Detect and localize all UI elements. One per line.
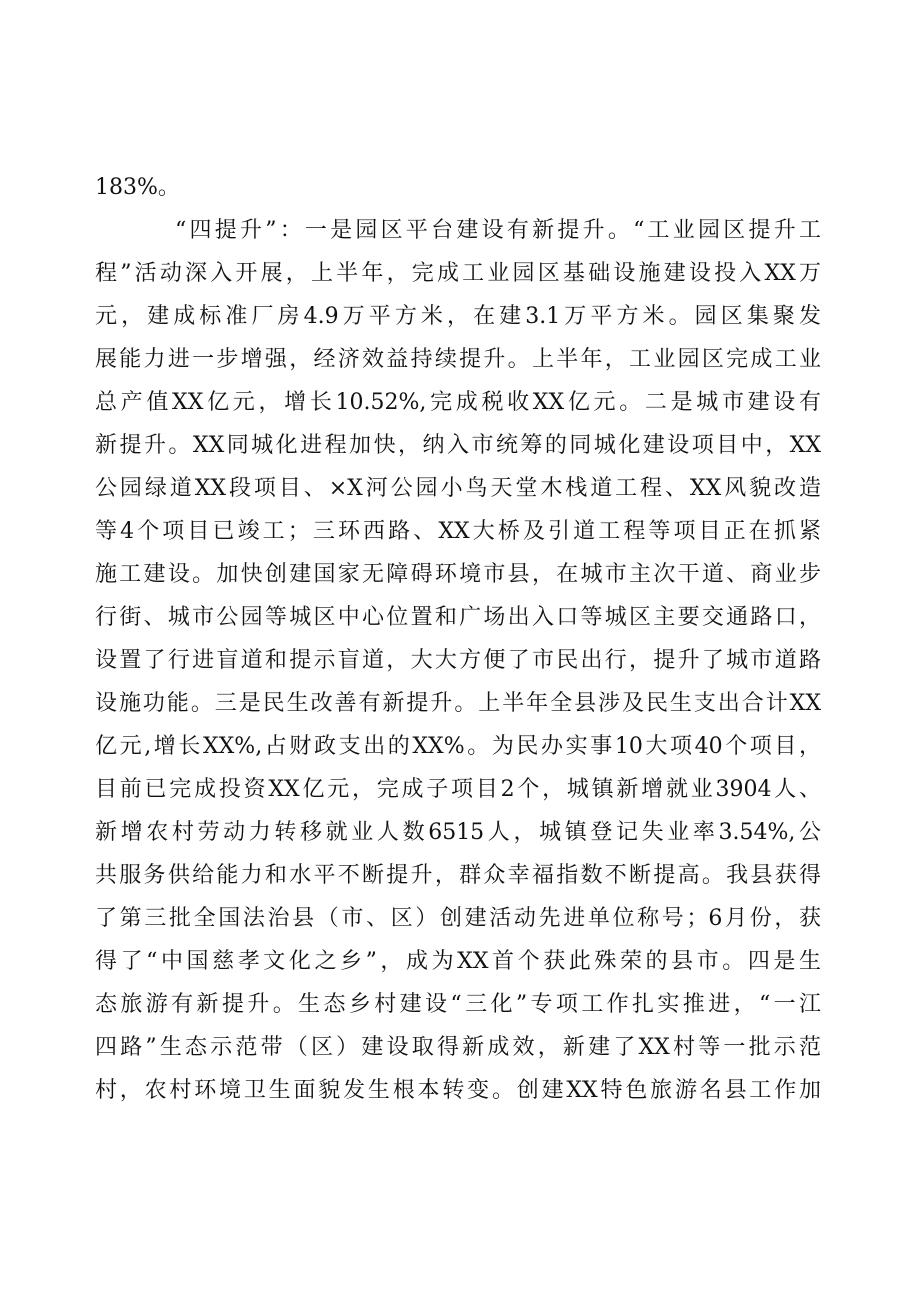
document-body [95, 170, 821, 1116]
text-line: 元，建成标准厂房4.9万平方米，在建3.1万平方米。园区集聚发 [95, 304, 821, 329]
text-line: 施工建设。加快创建国家无障碍环境市县，在城市主次干道、商业步 [95, 562, 821, 587]
text-line: 村，农村环境卫生面貌发生根本转变。创建XX特色旅游名县工作加 [95, 1078, 821, 1103]
text-line: 公园绿道XX段项目、×X河公园小鸟天堂木栈道工程、XX风貌改造 [95, 476, 821, 501]
text-line: 新增农村劳动力转移就业人数6515人，城镇登记失业率3.54%,公 [95, 820, 821, 845]
text-line: 亿元,增长XX%,占财政支出的XX%。为民办实事10大项40个项目， [95, 734, 821, 759]
text-line: 得了“中国慈孝文化之乡”，成为XX首个获此殊荣的县市。四是生 [95, 949, 821, 974]
text-line: 等4个项目已竣工；三环西路、XX大桥及引道工程等项目正在抓紧 [95, 519, 821, 544]
text-line: 四路”生态示范带（区）建设取得新成效，新建了XX村等一批示范 [95, 1035, 821, 1060]
text-line: 目前已完成投资XX亿元，完成子项目2个，城镇新增就业3904人、 [95, 777, 821, 802]
text-line: 态旅游有新提升。生态乡村建设“三化”专项工作扎实推进，“一江 [95, 992, 821, 1017]
text-line: 共服务供给能力和水平不断提升，群众幸福指数不断提高。我县获得 [95, 863, 821, 888]
text-line: 展能力进一步增强，经济效益持续提升。上半年，工业园区完成工业 [95, 347, 821, 372]
text-line: 了第三批全国法治县（市、区）创建活动先进单位称号；6月份，获 [95, 906, 821, 931]
text-line: 程”活动深入开展，上半年，完成工业园区基础设施建设投入XX万 [95, 261, 821, 286]
text-line: 183%。 [95, 175, 180, 200]
text-line: 设置了行进盲道和提示盲道，大大方便了市民出行，提升了城市道路 [95, 648, 821, 673]
text-line: 设施功能。三是民生改善有新提升。上半年全县涉及民生支出合计XX [95, 691, 821, 716]
text-line: 行街、城市公园等城区中心位置和广场出入口等城区主要交通路口， [95, 605, 821, 630]
text-line: 新提升。XX同城化进程加快，纳入市统筹的同城化建设项目中，XX [95, 433, 821, 458]
text-line: 总产值XX亿元，增长10.52%,完成税收XX亿元。二是城市建设有 [95, 390, 821, 415]
text-line: “四提升”：一是园区平台建设有新提升。“工业园区提升工 [175, 218, 821, 243]
